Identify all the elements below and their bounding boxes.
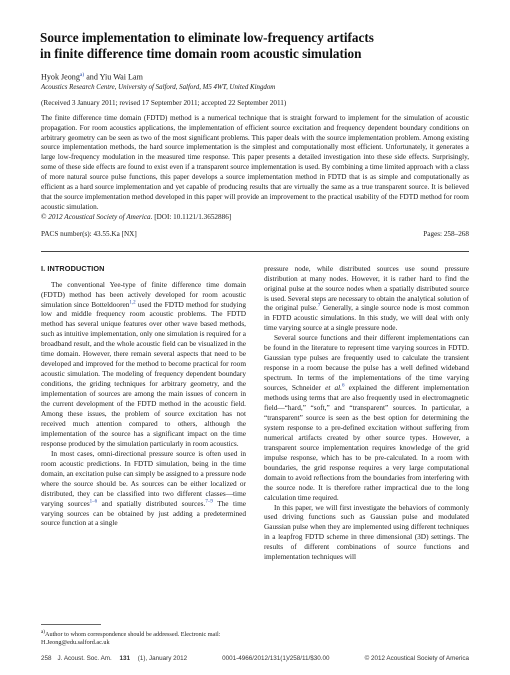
section-heading: I. INTRODUCTION <box>41 263 105 273</box>
copyright-holder: 2012 Acoustical Society of America <box>48 212 151 221</box>
paper-title <box>40 30 469 61</box>
right-column <box>264 264 469 563</box>
received-dates: (Received 3 January 2011; revised 17 September 2011; accepted 22 September 2011) <box>41 98 287 107</box>
author-name: Hyok Jeong <box>41 72 80 82</box>
text-run: In this paper, we will first investigate the behaviors of commonly used driving functions such as Gaussian pulse and modulated Gaussian pulse when they are implemented using different techniques in a leapfrog FDTD scheme in three dimensional (3D) settings. The results of different combinations of source functions and implementation techniques will <box>264 502 469 562</box>
text-run: Generally, a single source node is most common in FDTD acoustic simulations. In this study, we will deal with only time varying source at a single pressure node. <box>264 303 469 333</box>
doi: . [DOI: 10.1121/1.3652886] <box>150 212 232 221</box>
author-name: and Yiu Wai Lam <box>84 72 143 82</box>
text-run: The conventional Yee-type of finite difference time domain (FDTD) method has been actively developed for room acoustic simulation since Botteldooren <box>41 279 246 309</box>
pacs-row <box>41 230 469 239</box>
left-column <box>41 264 246 563</box>
author-footnote-mark: a) <box>79 72 85 78</box>
footnote-divider <box>41 624 101 625</box>
citation[interactable]: 1,2 <box>129 300 136 306</box>
copyright-symbol: © <box>41 212 49 221</box>
footer-citation <box>41 655 187 663</box>
text-run: In most cases, omni-directional pressure source is often used in room acoustic predictions. In FDTD simulation, being in the time domain, an excitation pulse can simply be assigned to a pressure node where the source should be. As sources can be either localized or distributed, they can be classified into two different classes—time varying sources <box>41 448 246 508</box>
footnote-mark: a) <box>41 629 46 635</box>
journal-name: J. Acoust. Soc. Am. <box>57 655 112 662</box>
text-run: The time varying sources can be obtained by just adding a predetermined source function at a single <box>41 498 246 528</box>
text-run: explained the different implementation methods using terms that are also frequently used in electromagnetic field—“hard,” “soft,” and “transparent” sources. In particular, a “transparent” source is seen as the best option for determining the system response to a pre-defined excitation without suffering from numerical artifacts created by other source types. However, a transparent source implementation requires knowledge of the grid impulse response, which has to be pre-calculated. In a room with boundaries, the grid response requires a very large computational domain to avoid reflections from the boundaries from interfering with the source node. It is therefore rather impractical due to the long calculation time required. <box>264 383 469 502</box>
page-range: Pages: 258–268 <box>423 229 469 238</box>
text-run: used the FDTD method for studying low and middle frequency room acoustic problems. The FDTD method has several unique features over other wave based methods, such as intuitive implementation, only one simulation is required for a broadband result, and the whole acoustic field can be visualized in the time domain. However, there remain several aspects that need to be developed and improved for the method to become practical for room acoustic simulation. The modeling of frequency dependent boundary conditions, the griding techniques for arbitrary geometry, and the implementation of sources are among the main issues of concern in the current development of the FDTD method in the acoustic field. Among these issues, the problem of source excitation has not received much attention compared to others, although the implementation of the source has a significant impact on the time response produced by the simulation particularly in room acoustics. <box>41 299 246 448</box>
footnote <box>41 628 246 647</box>
paragraph <box>41 449 246 529</box>
author-list <box>41 70 469 83</box>
text-run: pressure node, while distributed sources use sound pressure distribution at many nodes. However, it is rather hard to find the original pulse at the source nodes when a spatially distributed source is used. Several steps are necessary to obtain the analytical solution of the original pulse. <box>264 263 469 313</box>
pacs-numbers: PACS number(s): 43.55.Ka [NX] <box>41 229 137 238</box>
footnote-text: Author to whom correspondence should be addressed. Electronic mail: H.Jeong@edu.salford.ac.uk <box>41 631 221 647</box>
page-number: 258 <box>41 655 52 662</box>
abstract: The finite difference time domain (FDTD) method is a numerical technique that is straight forward to implement for the simulation of acoustic propagation. For room acoustics applications, the implementation of efficient source excitation and frequency dependent boundary conditions on arbitrary geometry can be seen as two of the most significant problems. This paper deals with the source implementation problem. Among existing source implementation methods, the hard source implementation is the simplest and computationally most efficient. Unfortunately, it generates a large low-frequency modulation in the measured time response. This paper presents a detailed investigation into these side effects. Surprisingly, some of these side effects are found to exist even if a transparent source implementation is used. By combining a time limited approach with a class of more natural source pulse functions, this paper develops a source implementation method in FDTD that is as simple and computationally as efficient as a hard source implementation and yet capable of producing results that are virtually the same as a true transparent source. It is believed that the source implementation method developed in this paper will provide an improvement to the practical usability of the FDTD method for room acoustic simulation. <box>41 113 469 211</box>
header-divider <box>41 251 469 252</box>
page-footer <box>41 655 469 663</box>
citation[interactable]: 1–6 <box>89 499 98 505</box>
article-code: 0001-4966/2012/131(1)/258/11/$30.00 <box>222 655 330 662</box>
citation[interactable]: 6 <box>341 383 345 389</box>
title-line-1: Source implementation to eliminate low-frequency artifacts <box>40 30 374 45</box>
volume: 131 <box>119 655 131 662</box>
affiliation: Acoustics Research Centre, University of Salford, Salford, M5 4WT, United Kingdom <box>41 83 276 91</box>
et-al: et al. <box>325 383 342 393</box>
citation[interactable]: 7 <box>317 304 321 310</box>
body-columns <box>41 264 469 563</box>
title-line-2: in finite difference time domain room acoustic simulation <box>40 45 362 61</box>
paragraph <box>41 280 246 449</box>
text-run: and spatially distributed sources. <box>97 498 206 508</box>
paragraph <box>264 503 469 563</box>
paragraph <box>264 333 469 502</box>
copyright-line <box>41 213 469 223</box>
citation[interactable]: 7–9 <box>205 499 213 505</box>
issue: (1), January 2012 <box>136 655 188 662</box>
society-copyright: © 2012 Acoustical Society of America <box>364 655 469 662</box>
text-run: Several source functions and their different implementations can be found in the literature to represent time varying sources in FDTD. Gaussian type pulses are frequently used to calculate the transient response in a room because the pulse has a well defined wideband spectrum. In terms of the implementations of the time varying sources, Schneider <box>264 333 469 393</box>
paragraph <box>264 264 469 334</box>
